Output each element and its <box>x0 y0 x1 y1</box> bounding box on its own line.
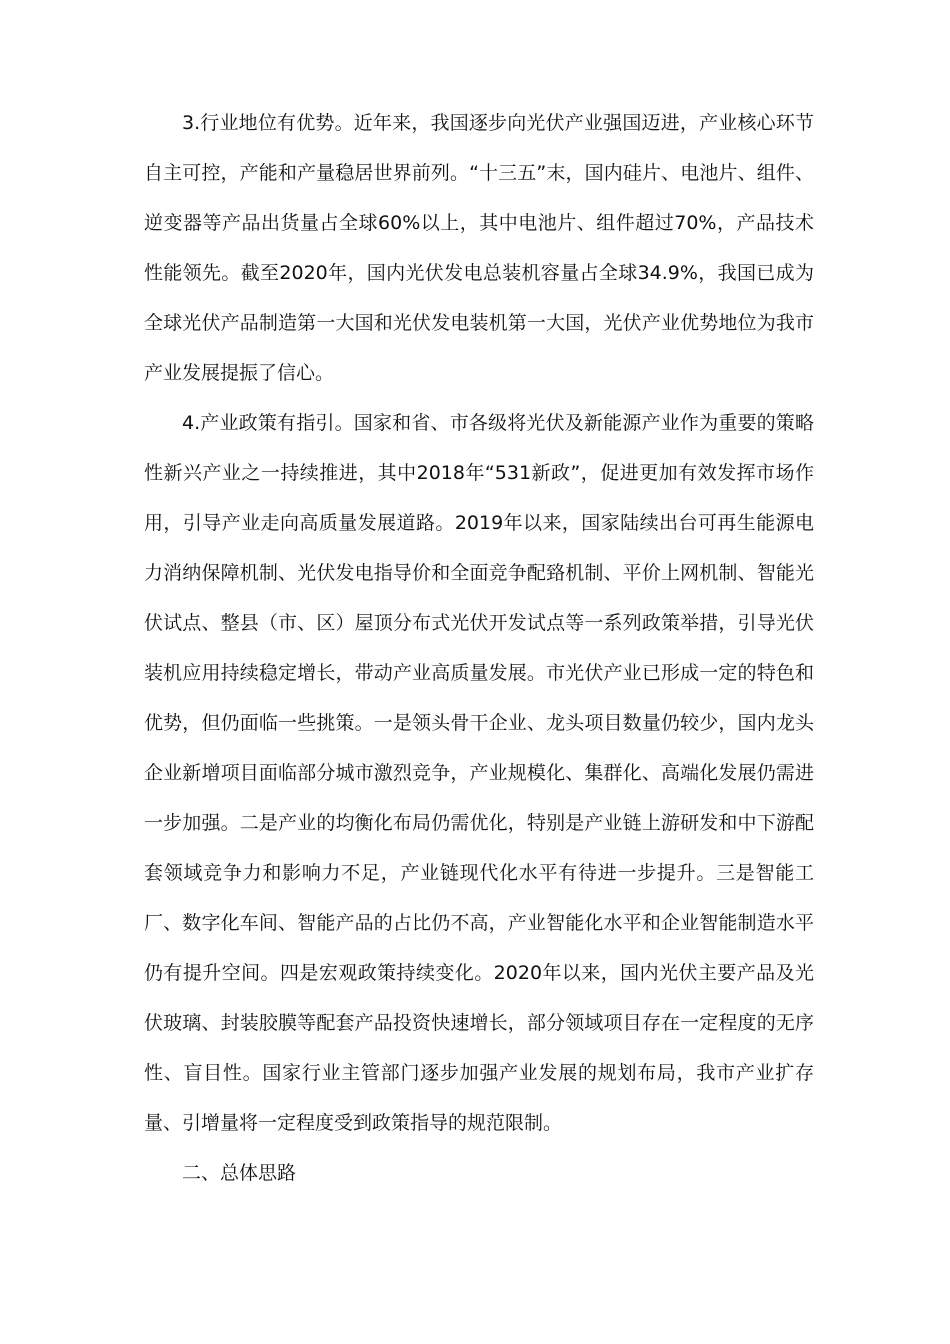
section-heading-overall-approach: 二、总体思路 <box>182 1162 297 1184</box>
paragraph-industry-policy: 4.产业政策有指引。国家和省、市各级将光伏及新能源产业作为重要的策略性新兴产业之一持续推进，其中2018年“531新政”，促进更加有效发挥市场作用，引导产业走向高质量发展道路。2019年以来，国家陆续出台可再生能源电力消纳保障机制、光伏发电指导价和全面竞争配臵机制、平价上网机制、智能光伏试点、整县（市、区）屋顶分布式光伏开发试点等一系列政策举措，引导光伏装机应用持续稳定增长，带动产业高质量发展。市光伏产业已形成一定的特色和优势，但仍面临一些挑策。一是领头骨干企业、龙头项目数量仍较少，国内龙头企业新增项目面临部分城市激烈竞争，产业规模化、集群化、高端化发展仍需进一步加强。二是产业的均衡化布局仍需优化，特别是产业链上游研发和中下游配套领域竞争力和影响力不足，产业链现代化水平有待进一步提升。三是智能工厂、数字化车间、智能产品的占比仍不高，产业智能化水平和企业智能制造水平仍有提升空间。四是宏观政策持续变化。2020年以来，国内光伏主要产品及光伏玻璃、封装胶膜等配套产品投资快速增长，部分领域项目存在一定程度的无序性、盲目性。国家行业主管部门逐步加强产业发展的规划布局，我市产业扩存量、引增量将一定程度受到政策指导的规范限制。 <box>144 412 814 1134</box>
paragraph-industry-position: 3.行业地位有优势。近年来，我国逐步向光伏产业强国迈进，产业核心环节自主可控，产能和产量稳居世界前列。“十三五”末，国内硅片、电池片、组件、逆变器等产品出货量占全球60%以上，其中电池片、组件超过70%，产品技术性能领先。截至2020年，国内光伏发电总装机容量占全球34.9%，我国已成为全球光伏产品制造第一大国和光伏发电装机第一大国，光伏产业优势地位为我市产业发展提振了信心。 <box>144 112 814 384</box>
document-body <box>144 98 814 1198</box>
